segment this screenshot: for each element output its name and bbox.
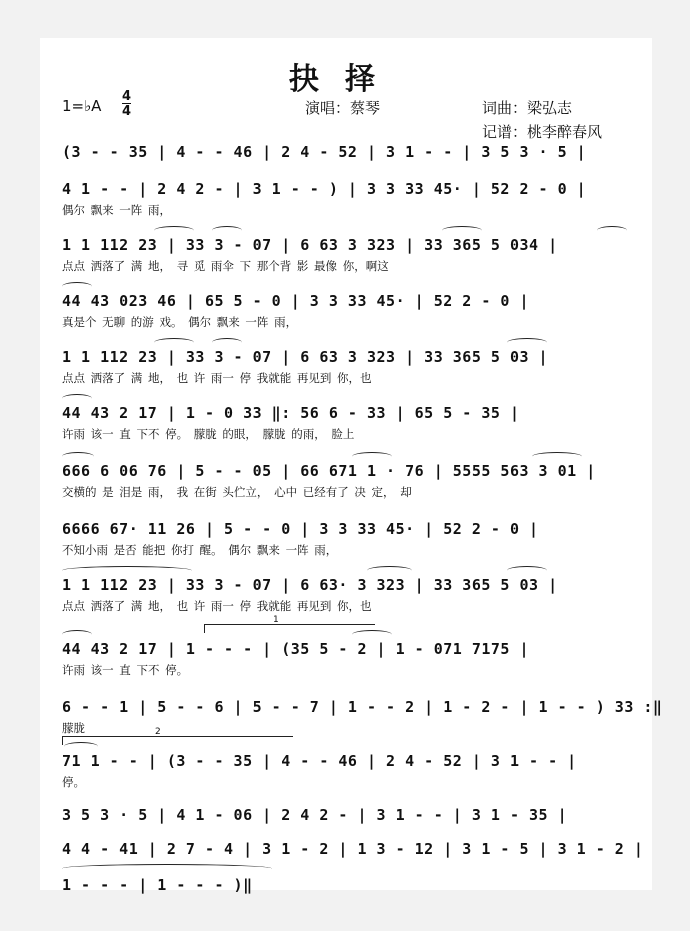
slur — [507, 338, 547, 347]
lyrics-line: 交横的 是 泪是 雨， 我 在街 头伫立， 心中 已经有了 决 定， 却 — [62, 485, 412, 499]
notes-line: (3 - - 35 | 4 - - 46 | 2 4 - 52 | 3 1 - - | 3 5 3 · 5 | — [62, 143, 587, 161]
notes-line: 44 43 2 17 | 1 - 0 33 ‖: 56 6 - 33 | 65 5 - 35 | — [62, 404, 520, 422]
lyrics-line: 许雨 该一 直 下不 停。 朦胧 的眼， 朦胧 的雨， 脸上 — [62, 427, 355, 441]
composer-credit: 词曲：梁弘志 — [482, 99, 573, 117]
notes-line: 4 1 - - | 2 4 2 - | 3 1 - - ) | 3 3 33 45· | 52 2 - 0 | — [62, 180, 587, 198]
slur — [62, 282, 92, 291]
slur — [62, 452, 94, 461]
lyrics-line: 朦胧 — [62, 721, 85, 735]
notes-line: 1 1 112 23 | 33 3 - 07 | 6 63· 3 323 | 33 365 5 03 | — [62, 576, 558, 594]
notes-line: 44 43 2 17 | 1 - - - | (35 5 - 2 | 1 - 071 7175 | — [62, 640, 530, 658]
ending-number: 1 — [273, 615, 279, 625]
slur — [352, 630, 392, 639]
notes-line: 3 5 3 · 5 | 4 1 - 06 | 2 4 2 - | 3 1 - - | 3 1 - 35 | — [62, 806, 568, 824]
notes-line: 71 1 - - | (3 - - 35 | 4 - - 46 | 2 4 - 52 | 3 1 - - | — [62, 752, 577, 770]
notes-line: 666 6 06 76 | 5 - - 05 | 66 671 1 · 76 | 5555 563 3 01 | — [62, 462, 596, 480]
time-signature — [122, 90, 131, 118]
time-signature-numerator: 4 — [122, 89, 132, 104]
lyrics-line: 偶尔 飘来 一阵 雨， — [62, 203, 171, 217]
notes-line: 1 - - - | 1 - - - )‖ — [62, 876, 253, 894]
slur — [352, 452, 392, 461]
slur — [597, 226, 627, 235]
slur — [62, 394, 92, 403]
key-signature: 1=♭A — [62, 97, 102, 115]
lyrics-line: 不知小雨 是否 能把 你打 醒。 偶尔 飘来 一阵 雨， — [62, 543, 338, 557]
slur — [154, 226, 194, 235]
slur — [62, 864, 272, 873]
slur — [442, 226, 482, 235]
slur — [212, 338, 242, 347]
notes-line: 6666 67· 11 26 | 5 - - 0 | 3 3 33 45· | 52 2 - 0 | — [62, 520, 539, 538]
singer-credit: 演唱：蔡琴 — [305, 99, 381, 117]
slur — [154, 338, 194, 347]
slur — [62, 566, 192, 575]
lyrics-line: 点点 洒落了 满 地， 也 许 雨一 停 我就能 再见到 你，也 — [62, 371, 372, 385]
notes-line: 1 1 112 23 | 33 3 - 07 | 6 63 3 323 | 33 365 5 034 | — [62, 236, 558, 254]
notes-line: 1 1 112 23 | 33 3 - 07 | 6 63 3 323 | 33 365 5 03 | — [62, 348, 549, 366]
notes-line: 4 4 - 41 | 2 7 - 4 | 3 1 - 2 | 1 3 - 12 | 3 1 - 5 | 3 1 - 2 | — [62, 840, 644, 858]
lyrics-line: 点点 洒落了 满 地， 寻 觅 雨伞 下 那个背 影 最像 你，啊这 — [62, 259, 389, 273]
song-title: 抉择 — [289, 62, 401, 97]
time-signature-denominator: 4 — [122, 104, 132, 119]
ending-number: 2 — [155, 727, 161, 737]
lyrics-line: 点点 洒落了 满 地， 也 许 雨一 停 我就能 再见到 你，也 — [62, 599, 372, 613]
ending-bracket — [204, 615, 375, 633]
slur — [367, 566, 412, 575]
slur — [507, 566, 547, 575]
lyrics-line: 真是个 无聊 的游 戏。 偶尔 飘来 一阵 雨， — [62, 315, 298, 329]
slur — [212, 226, 242, 235]
notes-line: 44 43 023 46 | 65 5 - 0 | 3 3 33 45· | 52 2 - 0 | — [62, 292, 530, 310]
notes-line: 6 - - 1 | 5 - - 6 | 5 - - 7 | 1 - - 2 | 1 - 2 - | 1 - - ) 33 :‖ — [62, 698, 663, 716]
slur — [62, 630, 92, 639]
lyrics-line: 停。 — [62, 775, 85, 789]
lyrics-line: 许雨 该一 直 下不 停。 — [62, 663, 189, 677]
slur — [532, 452, 582, 461]
slur — [64, 742, 98, 751]
notator-credit: 记谱：桃李醉春风 — [482, 123, 603, 141]
